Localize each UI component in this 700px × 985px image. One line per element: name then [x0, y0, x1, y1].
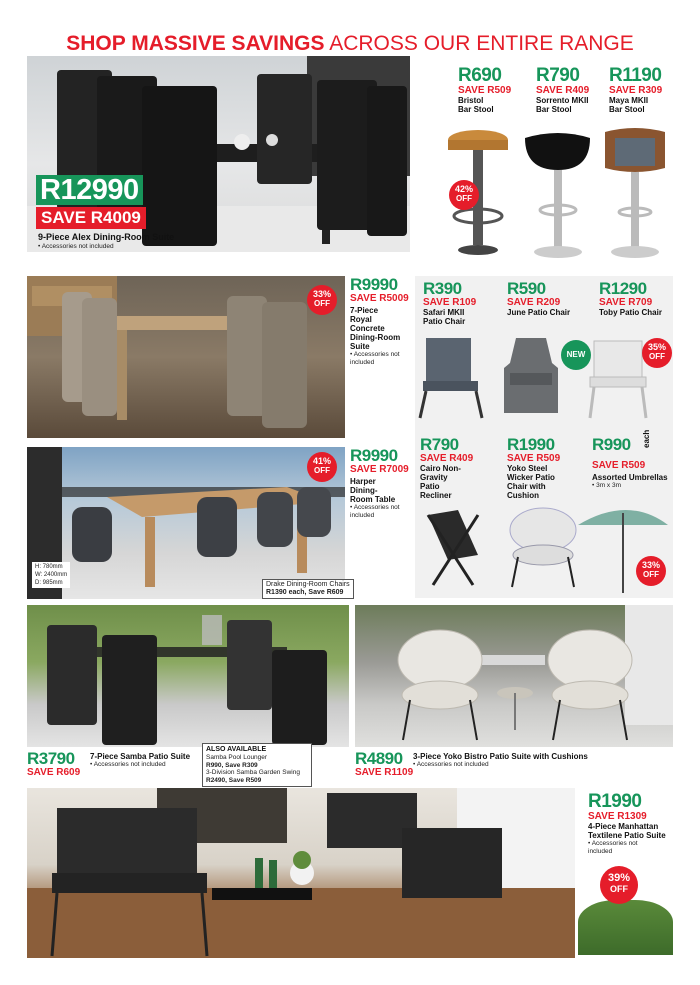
manhattan-note: • Accessories not included: [588, 840, 638, 855]
patio-chair-2-save: SAVE R209: [507, 297, 561, 308]
patio-chairs-illustration: [418, 333, 670, 423]
drake-price: R1390 each, Save R609: [266, 589, 344, 596]
alex-price-box: [36, 175, 143, 205]
patio-chair-3: [599, 280, 673, 317]
stool-discount-badge: [449, 180, 479, 210]
stool-1: [458, 66, 533, 114]
yoko-name: 3-Piece Yoko Bistro Patio Suite with Cushions: [413, 752, 588, 761]
samba-also-available: [202, 743, 312, 787]
stool-3-price: R1190: [609, 65, 662, 86]
umbrella-discount-badge: [636, 556, 666, 586]
harper-name: Harper Dining-Room Table: [350, 477, 396, 504]
patio-item-4-save: SAVE R409: [420, 453, 474, 464]
harper-table-illustration: [27, 447, 345, 599]
harper-badge-off: OFF: [314, 466, 330, 475]
patio-item-6-price: R990: [592, 435, 631, 454]
manhattan-badge-off: OFF: [610, 884, 628, 894]
stool-1-price: R690: [458, 65, 502, 86]
yoko-price-block: [355, 750, 413, 778]
header-light: ACROSS OUR ENTIRE RANGE: [324, 32, 634, 55]
manhattan-badge-pct: 39%: [607, 872, 631, 884]
stool-1-save: SAVE R509: [458, 85, 512, 96]
alex-save-box: [36, 207, 146, 229]
toby-discount-badge: [642, 338, 672, 368]
stool-2-name: Sorrento MKII Bar Stool: [536, 96, 589, 114]
royal-discount-badge: [307, 285, 337, 315]
patio-chair-3-name: Toby Patio Chair: [599, 308, 662, 317]
patio-item-6-save-row: [592, 455, 672, 473]
samba-note: • Accessories not included: [90, 761, 166, 768]
patio-item-6-price-row: [592, 436, 672, 455]
harper-info: [350, 447, 410, 519]
patio-chair-2-name: June Patio Chair: [507, 308, 571, 317]
patio-item-6: [592, 436, 672, 490]
harper-table-photo: [27, 447, 345, 599]
stool-badge-pct: 42%: [454, 184, 473, 194]
umbrella-badge-off: OFF: [643, 570, 659, 579]
royal-dining-illustration: [27, 276, 345, 438]
samba-name: 7-Piece Samba Patio Suite: [90, 752, 191, 761]
patio-chair-3-price: R1290: [599, 279, 647, 298]
harper-dims: [32, 562, 70, 588]
samba-save: SAVE R609: [27, 767, 81, 778]
alex-price: R12990: [40, 174, 139, 206]
alex-save: SAVE R4009: [41, 208, 141, 227]
manhattan-price: R1990: [588, 791, 642, 812]
samba-price: R3790: [27, 749, 75, 768]
manhattan-illustration: [27, 788, 575, 958]
patio-item-5-price: R1990: [507, 435, 555, 454]
header-bold: SHOP MASSIVE SAVINGS: [66, 32, 325, 55]
patio-item-4-name: Cairo Non-Gravity Patio Recliner: [420, 464, 461, 500]
also-title: ALSO AVAILABLE: [206, 746, 267, 753]
harper-dim-h: H: 780mm: [35, 564, 63, 570]
samba-desc: [90, 752, 200, 769]
harper-badge-pct: 41%: [312, 456, 331, 466]
also-line-1: Samba Pool Lounger: [206, 754, 268, 761]
also-line-4: R2490, Save R509: [206, 776, 262, 784]
umbrella-badge-pct: 33%: [641, 560, 660, 570]
stool-2: [536, 66, 611, 114]
samba-suite-photo: [27, 605, 349, 747]
harper-discount-badge: [307, 452, 337, 482]
patio-item-5: [507, 436, 587, 500]
patio-item-6-name: Assorted Umbrellas: [592, 473, 668, 482]
stool-2-save: SAVE R409: [536, 85, 590, 96]
harper-dim-d: D: 985mm: [35, 580, 63, 586]
harper-save: SAVE R7009: [350, 464, 409, 475]
patio-item-6-save: SAVE R509: [592, 460, 646, 471]
drake-chairs-label: [262, 579, 354, 599]
drake-title: Drake Dining-Room Chairs: [266, 581, 350, 588]
royal-info: [350, 276, 410, 366]
royal-note: • Accessories not included: [350, 351, 400, 366]
royal-price: R9990: [350, 275, 398, 294]
stool-badge-off: OFF: [456, 194, 472, 203]
patio-chair-2-price: R590: [507, 279, 546, 298]
patio-chair-3-save: SAVE R709: [599, 297, 653, 308]
new-badge: [561, 340, 591, 370]
samba-price-block: [27, 750, 80, 778]
stool-3-name: Maya MKII Bar Stool: [609, 96, 649, 114]
royal-badge-off: OFF: [314, 299, 330, 308]
toby-badge-off: OFF: [649, 352, 665, 361]
royal-badge-pct: 33%: [312, 289, 331, 299]
manhattan-plant: [578, 900, 673, 955]
also-line-3: 3-Division Samba Garden Swing: [206, 769, 300, 776]
patio-chair-1-save: SAVE R109: [423, 297, 477, 308]
royal-name: 7-Piece Royal Concrete Dining-Room Suite: [350, 306, 401, 351]
manhattan-save: SAVE R1309: [588, 811, 647, 822]
yoko-save: SAVE R1109: [355, 767, 414, 778]
patio-chair-1-price: R390: [423, 279, 462, 298]
patio-item-5-name: Yoko Steel Wicker Patio Chair with Cushion: [507, 464, 555, 500]
harper-price: R9990: [350, 446, 398, 465]
royal-suite-photo: [27, 276, 345, 438]
patio-item-5-save: SAVE R509: [507, 453, 561, 464]
yoko-suite-photo: [355, 605, 673, 747]
patio-item-4-price: R790: [420, 435, 459, 454]
samba-illustration: [27, 605, 349, 747]
stool-2-price: R790: [536, 65, 580, 86]
harper-dim-w: W: 2400mm: [35, 572, 68, 578]
patio-item-6-note: • 3m x 3m: [592, 482, 622, 489]
harper-note: • Accessories not included: [350, 504, 400, 519]
stool-1-name: Bristol Bar Stool: [458, 96, 494, 114]
stool-3: [609, 66, 684, 114]
patio-chair-1-name: Safari MKII Patio Chair: [423, 308, 466, 326]
royal-save: SAVE R5009: [350, 293, 409, 304]
manhattan-discount-badge: [600, 866, 638, 904]
patio-chair-2: [507, 280, 587, 317]
also-line-2: R990, Save R309: [206, 761, 258, 769]
patio-item-4: [420, 436, 500, 500]
yoko-note: • Accessories not included: [413, 761, 489, 768]
yoko-price: R4890: [355, 749, 403, 768]
patio-row2-illustration: [418, 495, 670, 595]
alex-name: 9-Piece Alex Dining-Room Suite: [38, 232, 175, 242]
each-label: each: [642, 429, 651, 448]
new-badge-text: NEW: [566, 350, 586, 359]
yoko-bistro-illustration: [355, 605, 673, 747]
stool-3-save: SAVE R309: [609, 85, 663, 96]
toby-badge-pct: 35%: [647, 342, 666, 352]
yoko-desc: [413, 752, 673, 769]
manhattan-suite-photo: [27, 788, 575, 958]
manhattan-name: 4-Piece Manhattan Textilene Patio Suite: [588, 822, 666, 840]
alex-note: • Accessories not included: [38, 243, 114, 250]
manhattan-info: [588, 792, 678, 855]
patio-chair-1: [423, 280, 503, 326]
page-header: [0, 32, 700, 56]
